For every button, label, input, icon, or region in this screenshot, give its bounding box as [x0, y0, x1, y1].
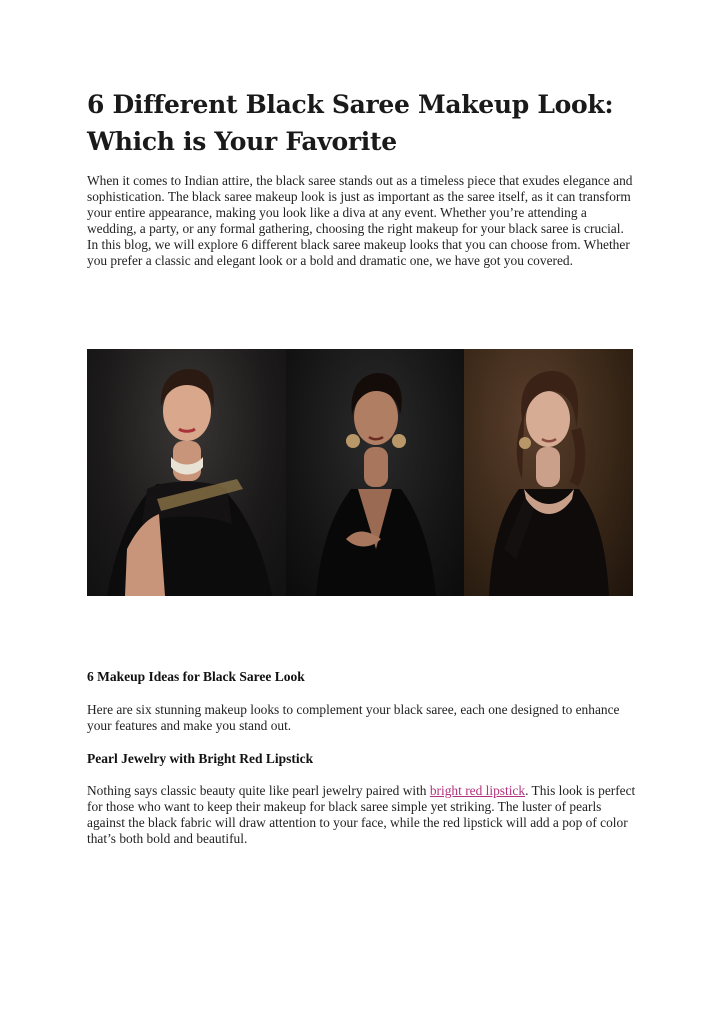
article-title: 6 Different Black Saree Makeup Look: Which is Your Favorite [87, 90, 614, 156]
woman-black-velvet-saree-image [87, 349, 286, 596]
section-heading: 6 Makeup Ideas for Black Saree Look [87, 669, 305, 684]
pearl-paragraph-text-end: . This look is perfect for those who want to keep their makeup for black saree simple yet striking. The luster of pearls against the black fabric will draw attention to your face, while the red lipstick will add a pop of color that’s both bold and beautiful. [87, 783, 636, 847]
section-intro-paragraph: Here are six stunning makeup looks to complement your black saree, each one designed to enhance your features and make you stand out. [87, 702, 620, 734]
woman-black-chiffon-saree-image [286, 349, 464, 596]
saree-photo-collage [87, 349, 633, 596]
intro-paragraph: When it comes to Indian attire, the black saree stands out as a timeless piece that exudes elegance and sophistication. The black saree makeup look is just as important as the saree itself, as it can transform your entire appearance, making you look like a diva at any event. Whether you’re attending a wedding, a party, or any formal gathering, choosing the right makeup for your black saree is crucial. In this blog, we will explore 6 different black saree makeup looks that you can choose from. Whether you prefer a classic and elegant look or a bold and dramatic one, we have got you covered. [87, 173, 633, 269]
bright-red-lipstick-link[interactable]: bright red lipstick [429, 783, 526, 798]
photo-panel-middle [286, 349, 464, 596]
woman-black-sequin-saree-image [464, 349, 633, 596]
pearl-jewelry-paragraph [87, 783, 637, 847]
photo-panel-right [464, 349, 633, 596]
sub-heading-pearl-jewelry: Pearl Jewelry with Bright Red Lipstick [87, 751, 314, 766]
pearl-paragraph-text-start: Nothing says classic beauty quite like pearl jewelry paired with [87, 783, 430, 798]
photo-panel-left [87, 349, 286, 596]
